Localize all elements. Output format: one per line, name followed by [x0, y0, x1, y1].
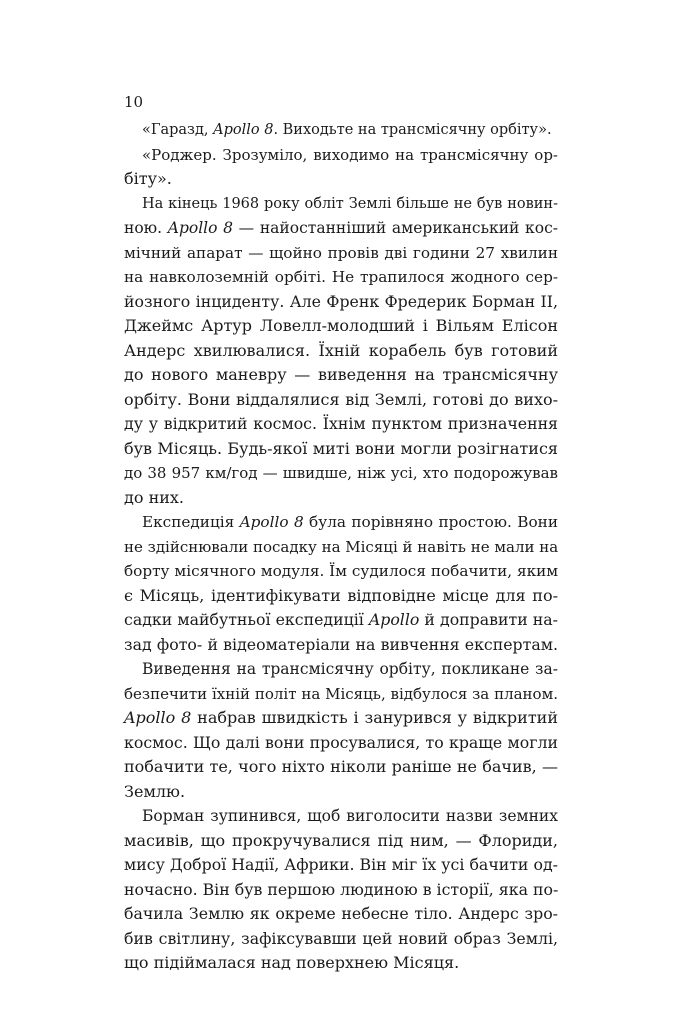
text-line: бив світлину, зафіксувавши цей новий образ Землі, — [124, 928, 558, 948]
text-line: є Місяць, ідентифікувати відповідне місце для по- — [124, 585, 558, 605]
text-line: безпечити їхній політ на Місяць, відбулося за планом. — [124, 684, 558, 703]
text-line: борту місячного модуля. Їм судилося побачити, яким — [124, 562, 559, 580]
text-line: «Гаразд, Apollo 8. Виходьте на трансмісячну орбіту». — [142, 122, 552, 138]
text-line: зад фото- й відеоматеріали на вивчення експертам. — [124, 634, 558, 654]
text-line: до нового маневру — виведення на трансмісячну — [124, 365, 558, 384]
text-line: біту». — [124, 169, 172, 188]
body-text — [124, 118, 558, 976]
text-line: масивів, що прокручувалися під ним, — Флориди, — [124, 830, 558, 850]
text-line: що підіймалася над поверхнею Місяця. — [124, 953, 460, 972]
text-line: садки майбутньої експедиції Apollo й доправити на- — [124, 610, 558, 629]
text-line: йозного інциденту. Але Френк Фредерик Борман II, — [124, 291, 558, 311]
text-line: Apollo 8 набрав швидкість і занурився у відкритий — [124, 708, 558, 727]
page-number: 10 — [124, 93, 144, 111]
text-line: ночасно. Він був першою людиною в історії, яка по- — [124, 879, 559, 899]
text-line: мічний апарат — щойно провів дві години 27 хвилин — [124, 243, 558, 262]
text-line: Борман зупинився, щоб виголосити назви земних — [142, 807, 558, 825]
text-line: «Роджер. Зрозуміло, виходимо на трансмісячну ор- — [142, 145, 558, 164]
text-line: орбіту. Вони віддалялися від Землі, готові до вихо- — [124, 389, 558, 409]
text-line: до 38 957 км/год — швидше, ніж усі, хто подорожував — [124, 464, 558, 482]
text-line: ною. Apollo 8 — найостанніший американський кос- — [124, 219, 558, 237]
text-line: не здійснювали посадку на Місяці й навіть не мали на — [124, 537, 559, 556]
text-line: на навколоземній орбіті. Не трапилося жодного сер- — [124, 268, 558, 286]
text-line: мису Доброї Надії, Африки. Він міг їх усі бачити од- — [124, 855, 558, 874]
text-line: Андерс хвилювалися. Їхній корабель був готовий — [124, 340, 558, 360]
text-line: побачити те, чого ніхто ніколи раніше не бачив, — — [124, 757, 558, 776]
text-line: бачила Землю як окреме небесне тіло. Андерс зро- — [124, 904, 558, 923]
text-line: Виведення на трансмісячну орбіту, покликане за- — [142, 660, 558, 678]
text-line: космос. Що далі вони просувалися, то краще могли — [124, 732, 558, 752]
text-line: ду у відкритий космос. Їхнім пунктом призначення — [124, 414, 558, 433]
text-line: був Місяць. Будь-якої миті вони могли розігнатися — [124, 438, 558, 458]
text-line: Експедиція Apollo 8 була порівняно простою. Вони — [142, 513, 558, 531]
text-line: до них. — [124, 487, 185, 507]
text-line: На кінець 1968 року обліт Землі більше не був новин- — [142, 195, 558, 212]
text-line: Землю. — [124, 781, 186, 801]
text-line: Джеймс Артур Ловелл-молодший і Вільям Елісон — [124, 316, 558, 335]
